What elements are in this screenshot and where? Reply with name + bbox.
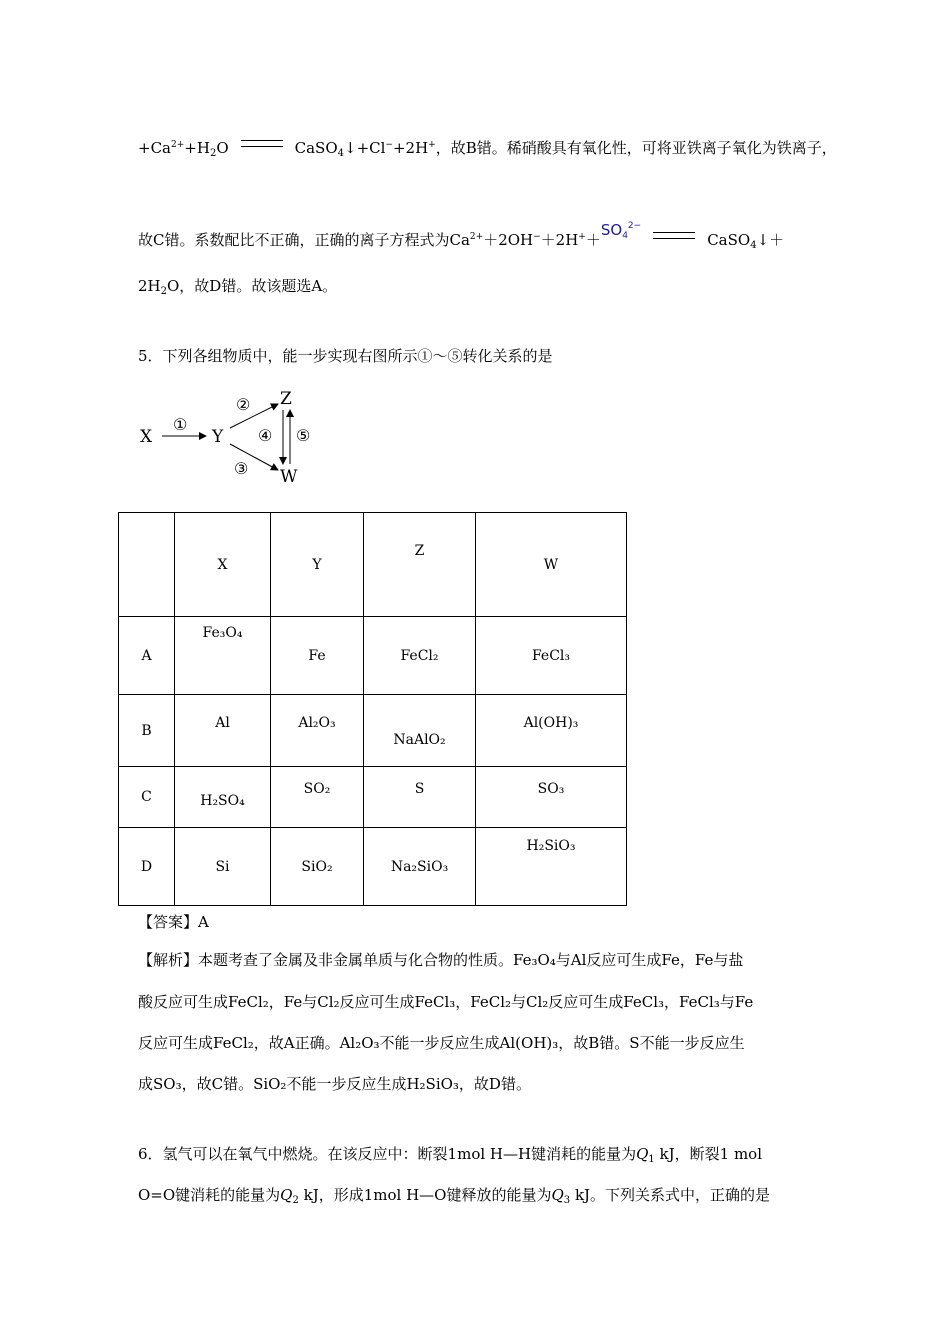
question-6-line-2: [138, 1185, 770, 1211]
cell-text: Al: [215, 715, 230, 731]
cell: Si: [175, 828, 271, 906]
q1: Q: [636, 1145, 649, 1163]
cell: [175, 695, 271, 767]
conversion-diagram: [130, 382, 330, 492]
row-label: B: [119, 695, 175, 767]
question-5-stem: 5．下列各组物质中，能一步实现右图所示①～⑤转化关系的是: [138, 347, 553, 365]
sub: 2: [292, 1195, 299, 1206]
cell: FeCl₃: [476, 617, 627, 695]
label-2: ②: [236, 395, 251, 414]
explanation-line-3: [138, 276, 337, 302]
cell: [364, 695, 476, 767]
header-cell: X: [175, 513, 271, 617]
row-label: D: [119, 828, 175, 906]
table-row: [119, 695, 627, 767]
text: +2H: [392, 139, 429, 157]
cell: [271, 695, 364, 767]
text: ，故B错。稀硝酸具有氧化性，可将亚铁离子氧化为铁离子，: [435, 139, 837, 157]
cell: [476, 695, 627, 767]
cell: SO₂: [271, 767, 364, 828]
label-4: ④: [258, 426, 273, 445]
text: +H: [184, 139, 210, 157]
text: ＋2H: [540, 231, 579, 249]
sub: 4: [337, 148, 344, 159]
label-1: ①: [173, 415, 188, 434]
text: kJ，断裂1 mol: [654, 1145, 762, 1163]
answer: 【答案】A: [138, 913, 209, 931]
table-header-row: [119, 513, 627, 617]
text: kJ，形成1mol H—O键释放的能量为: [298, 1186, 552, 1204]
header-cell: W: [476, 513, 627, 617]
row-label: A: [119, 617, 175, 695]
sub: 3: [563, 1195, 571, 1206]
node-y: Y: [212, 427, 224, 447]
explanation-line-1: [138, 135, 837, 164]
text: ↓+Cl: [344, 139, 386, 157]
row-label: C: [119, 767, 175, 828]
node-z: Z: [280, 389, 292, 409]
text: +Ca: [138, 139, 171, 157]
text: ＋2OH: [483, 231, 534, 249]
cell: H₂SO₄: [175, 767, 271, 828]
sup: 2+: [469, 232, 484, 242]
text: 2H: [138, 277, 161, 295]
sub: 4: [622, 231, 628, 241]
analysis-line-4: 成SO₃，故C错。SiO₂不能一步反应生成H₂SiO₃，故D错。: [138, 1075, 531, 1093]
equals-sign: [653, 232, 695, 239]
analysis-line-1: 【解析】本题考查了金属及非金属单质与化合物的性质。Fe₃O₄与Al反应可生成Fe，Fe与盐: [138, 951, 744, 969]
label-5: ⑤: [296, 426, 311, 445]
sup: 2−: [627, 221, 642, 231]
cell-text: Al(OH)₃: [523, 715, 579, 731]
sup: −: [533, 232, 541, 242]
text: kJ。下列关系式中，正确的是: [570, 1186, 771, 1204]
table-row: [119, 617, 627, 695]
header-cell: [364, 513, 476, 617]
text: O，故D错。故该题选A。: [167, 277, 338, 295]
cell: FeCl₂: [364, 617, 476, 695]
cell-text: Fe₃O₄: [202, 625, 243, 641]
explanation-line-2: [138, 221, 785, 256]
analysis-line-2: 酸反应可生成FeCl₂，Fe与Cl₂反应可生成FeCl₃，FeCl₂与Cl₂反应可生成FeCl₃，FeCl₃与Fe: [138, 993, 754, 1011]
sup: +: [428, 140, 436, 150]
text: O: [216, 139, 229, 157]
header-cell: Y: [271, 513, 364, 617]
text: 故C错。系数配比不正确，正确的离子方程式为Ca: [138, 231, 470, 249]
text: ＋: [585, 231, 601, 249]
sup: −: [385, 140, 393, 150]
cell: SO₃: [476, 767, 627, 828]
analysis-line-3: 反应可生成FeCl₂，故A正确。Al₂O₃不能一步反应生成Al(OH)₃，故B错。S不能一步反应生: [138, 1034, 745, 1052]
text: SO: [600, 221, 623, 239]
text: 6．氢气可以在氧气中燃烧。在该反应中：断裂1mol H—H键消耗的能量为: [138, 1145, 637, 1163]
table-row: [119, 767, 627, 828]
cell: Na₂SiO₃: [364, 828, 476, 906]
text: O=O键消耗的能量为: [138, 1186, 281, 1204]
sub: 2: [160, 286, 167, 297]
cell-text: Al₂O₃: [298, 715, 336, 731]
sub: 2: [209, 148, 217, 159]
cell: SiO₂: [271, 828, 364, 906]
text: CaSO: [707, 231, 751, 249]
table-row: [119, 828, 627, 906]
cell: S: [364, 767, 476, 828]
cell: Fe: [271, 617, 364, 695]
sup: +: [578, 232, 586, 242]
options-table: [118, 512, 627, 906]
equals-sign: [241, 140, 283, 147]
label-3: ③: [234, 459, 249, 478]
header-z: Z: [414, 543, 425, 559]
question-6-line-1: [138, 1144, 762, 1170]
text: CaSO: [294, 139, 338, 157]
sub: 1: [648, 1154, 655, 1165]
q2: Q: [280, 1186, 293, 1204]
cell: [175, 617, 271, 695]
cell-text: NaAlO₂: [393, 732, 446, 748]
text: ↓＋: [756, 231, 785, 249]
node-x: X: [140, 427, 153, 447]
sulfate-ion: [601, 221, 641, 239]
header-cell: [119, 513, 175, 617]
cell: H₂SiO₃: [476, 828, 627, 906]
node-w: W: [280, 467, 298, 487]
sup: 2+: [171, 140, 185, 150]
q3: Q: [551, 1186, 564, 1204]
sub: 4: [750, 240, 757, 251]
